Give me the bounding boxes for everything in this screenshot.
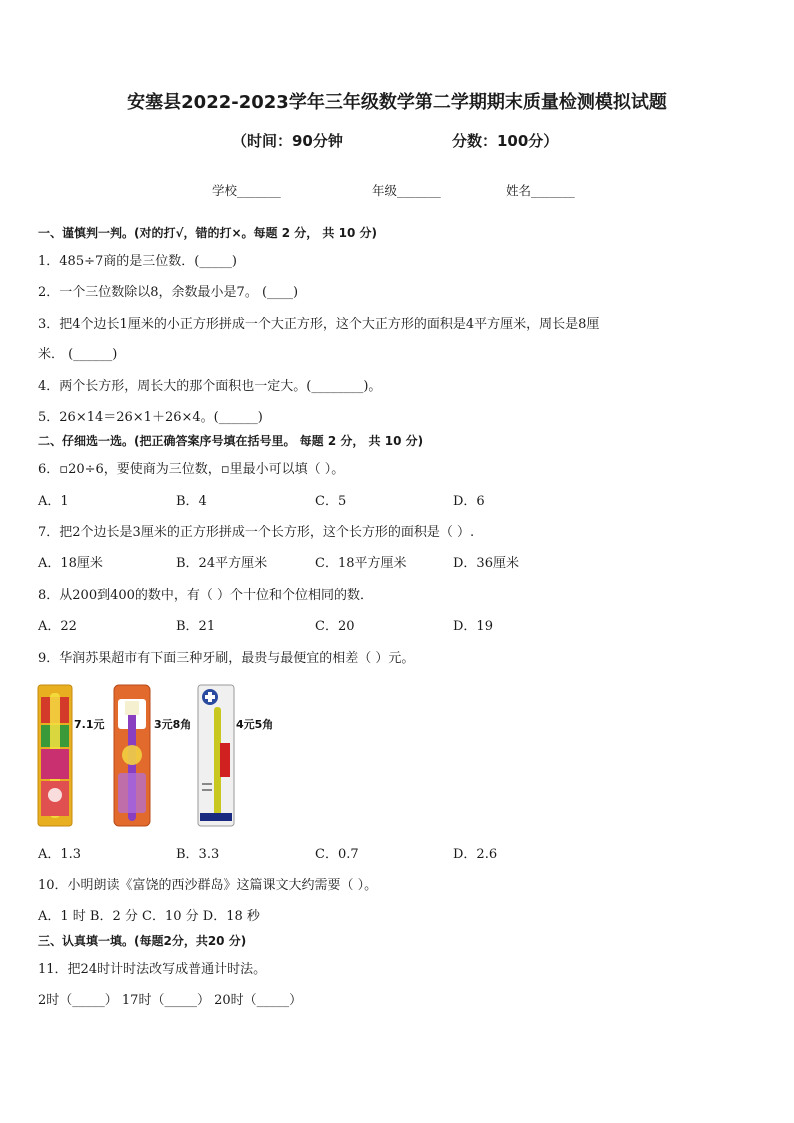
q9-option-d[interactable]: D．2.6	[453, 847, 498, 862]
question-9: 9．华润苏果超市有下面三种牙刷，最贵与最便宜的相差（ ）元。	[38, 651, 415, 666]
question-11: 11．把24时计时法改写成普通计时法。	[38, 962, 267, 977]
toothbrush-2-image	[112, 683, 152, 828]
q8-option-c[interactable]: C．20	[315, 619, 355, 634]
question-3-line-2: 米． (______)	[38, 347, 118, 362]
exam-title: 安塞县2022-2023学年三年级数学第二学期期末质量检测模拟试题	[127, 92, 667, 113]
toothbrush-1-price: 7.1元	[74, 718, 105, 731]
q7-option-c[interactable]: C．18平方厘米	[315, 556, 407, 571]
q10-options[interactable]: A．1 时 B．2 分 C．10 分 D．18 秒	[38, 909, 260, 924]
q6-option-d[interactable]: D．6	[453, 494, 485, 509]
q9-option-a[interactable]: A．1.3	[38, 847, 82, 862]
question-10: 10．小明朗读《富饶的西沙群岛》这篇课文大约需要（ ）。	[38, 878, 378, 893]
toothbrush-3-image	[196, 683, 236, 828]
question-3-line-1: 3．把4个边长1厘米的小正方形拼成一个大正方形，这个大正方形的面积是4平方厘米，周长是8厘	[38, 317, 600, 332]
question-5: 5．26×14＝26×1＋26×4。(______)	[38, 410, 263, 425]
school-field[interactable]: 学校_______	[212, 183, 281, 198]
q8-option-a[interactable]: A．22	[38, 619, 77, 634]
name-field[interactable]: 姓名_______	[506, 183, 575, 198]
q7-option-a[interactable]: A．18厘米	[38, 556, 103, 571]
question-4: 4．两个长方形，周长大的那个面积也一定大。(________)。	[38, 379, 382, 394]
toothbrush-1-image	[36, 683, 74, 828]
section-3-heading: 三、认真填一填。(每题2分，共20 分)	[38, 934, 247, 948]
q7-option-d[interactable]: D．36厘米	[453, 556, 519, 571]
toothbrush-2-price: 3元8角	[154, 718, 192, 731]
section-1-heading: 一、谨慎判一判。(对的打√，错的打×。每题 2 分， 共 10 分)	[38, 226, 377, 240]
q9-option-b[interactable]: B．3.3	[176, 847, 220, 862]
q6-option-b[interactable]: B．4	[176, 494, 207, 509]
toothbrush-3-price: 4元5角	[236, 718, 274, 731]
section-2-heading: 二、仔细选一选。(把正确答案序号填在括号里。 每题 2 分， 共 10 分)	[38, 434, 424, 448]
question-2: 2．一个三位数除以8，余数最小是7。 (____)	[38, 285, 299, 300]
question-1: 1．485÷7商的是三位数．(_____)	[38, 254, 237, 269]
exam-time: （时间：90分钟	[232, 132, 343, 150]
q6-option-c[interactable]: C．5	[315, 494, 347, 509]
q8-option-b[interactable]: B．21	[176, 619, 216, 634]
exam-score: 分数：100分）	[452, 132, 559, 150]
q6-option-a[interactable]: A．1	[38, 494, 69, 509]
question-6: 6．▫20÷6，要使商为三位数，▫里最小可以填（ ）。	[38, 462, 345, 477]
grade-field[interactable]: 年级_______	[372, 183, 441, 198]
question-8: 8．从200到400的数中，有（ ）个十位和个位相同的数．	[38, 588, 374, 603]
q9-option-c[interactable]: C．0.7	[315, 847, 359, 862]
question-7: 7．把2个边长是3厘米的正方形拼成一个长方形，这个长方形的面积是（ ）.	[38, 525, 475, 540]
q7-option-b[interactable]: B．24平方厘米	[176, 556, 268, 571]
question-11-blanks[interactable]: 2时（_____） 17时（_____） 20时（_____）	[38, 993, 303, 1008]
q8-option-d[interactable]: D．19	[453, 619, 493, 634]
